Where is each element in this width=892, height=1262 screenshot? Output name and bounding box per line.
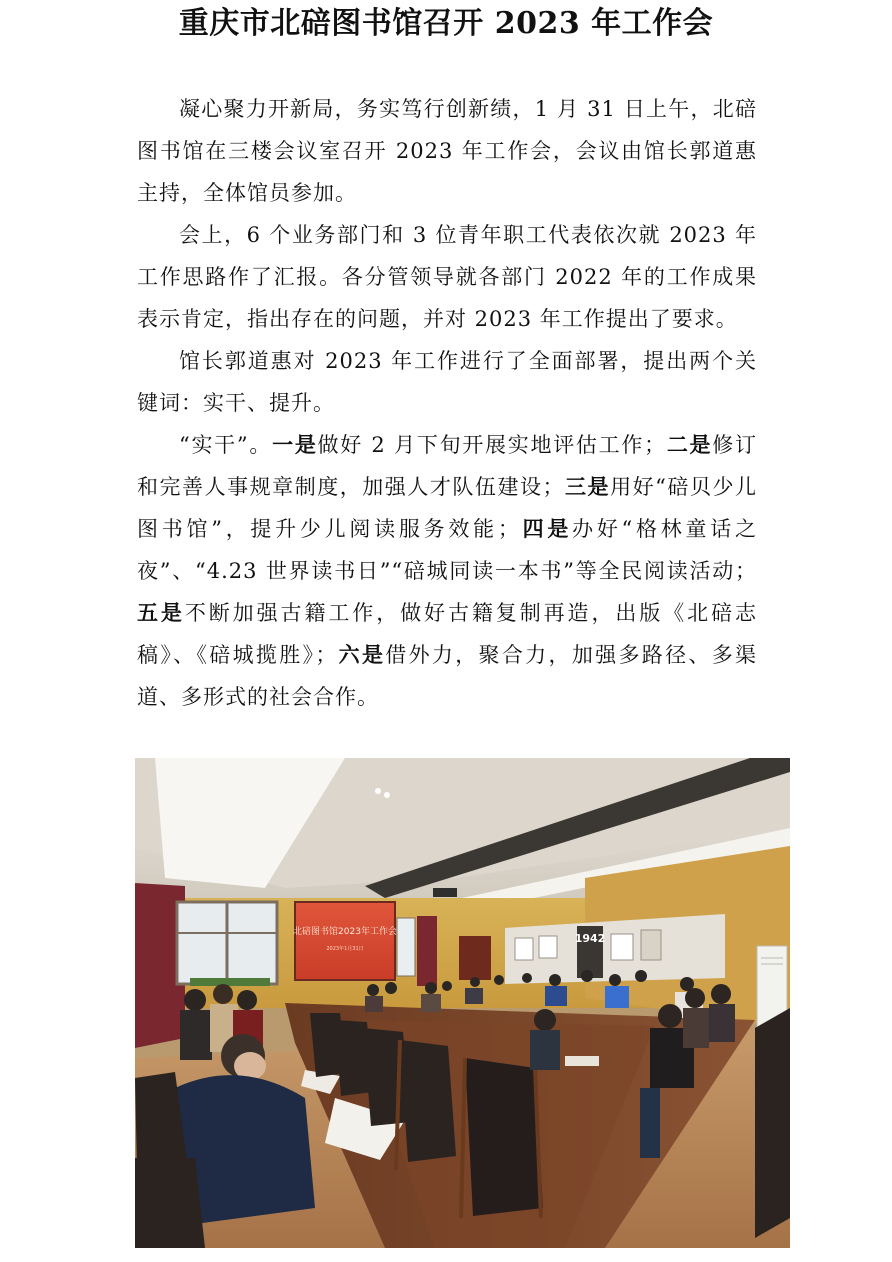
item-2-label: 二是: [666, 432, 713, 457]
meeting-room-illustration: [135, 758, 790, 1248]
item-1-text: 做好 2 月下旬开展实地评估工作；: [317, 433, 667, 457]
item-3-label: 三是: [564, 474, 611, 499]
item-4-label: 四是: [519, 516, 573, 541]
paragraph-4: [137, 424, 757, 718]
item-4-text: 办好“格林童话之夜”、“4.23 世界读书日”“碚城同读一本书”等全民阅读活动；: [137, 517, 757, 583]
paragraph-1: 凝心聚力开新局，务实笃行创新绩，1 月 31 日上午，北碚图书馆在三楼会议室召开 2023 年工作会，会议由馆长郭道惠主持，全体馆员参加。: [137, 97, 757, 205]
item-1-label: 一是: [272, 432, 318, 457]
paragraph-2: 会上，6 个业务部门和 3 位青年职工代表依次就 2023 年工作思路作了汇报。各分管领导就各部门 2022 年的工作成果表示肯定，指出存在的问题，并对 2023 年工作提出了要求。: [137, 223, 757, 331]
item-6-label: 六是: [337, 642, 386, 667]
item-5-label: 五是: [137, 600, 185, 625]
item-3-text: 用好“碚贝少儿图书馆”，提升少儿阅读服务效能；: [137, 475, 757, 541]
projection-screen: [295, 902, 395, 980]
page-title: 重庆市北碚图书馆召开 2023 年工作会: [178, 6, 714, 41]
article-body: [137, 88, 757, 718]
shigan-lead: “实干”。: [179, 433, 273, 457]
item-6-text: 借外力，聚合力，加强多路径、多渠道、多形式的社会合作。: [137, 643, 758, 709]
meeting-photo: [135, 758, 790, 1248]
paragraph-3: 馆长郭道惠对 2023 年工作进行了全面部署，提出两个关键词：实干、提升。: [137, 349, 757, 415]
board-year: 1942: [574, 932, 606, 945]
screen-title: 北碚图书馆2023年工作会: [293, 927, 397, 937]
item-2-text: 修订和完善人事规章制度，加强人才队伍建设；: [137, 433, 758, 499]
screen-date: 2023年1月31日: [326, 946, 364, 952]
item-5-text: 不断加强古籍工作，做好古籍复制再造，出版《北碚志稿》、《碚城揽胜》；: [137, 601, 758, 667]
